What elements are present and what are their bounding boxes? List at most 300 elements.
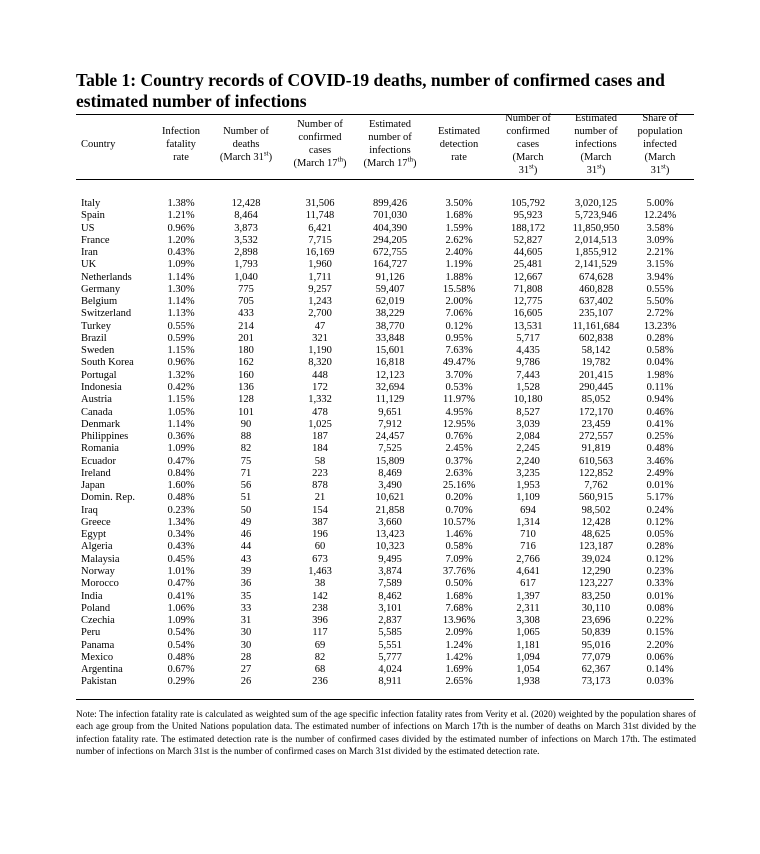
cell-detection-rate: 2.40% [445,247,473,259]
cell-deaths: 26 [240,676,252,688]
col-header-estimated-infections-mar17: Estimated number of infections (March 17th) [363,119,417,169]
cell-estimated-infections-mar17: 294,205 [372,234,408,246]
cell-estimated-infections-mar31: 460,828 [578,283,614,295]
cell-share-infected: 0.01% [646,590,674,602]
cell-share-infected: 0.06% [646,651,674,663]
cell-confirmed-cases-mar31: 2,240 [516,455,540,467]
cell-infection-fatality-rate: 1.20% [167,234,195,246]
cell-confirmed-cases-mar31: 105,792 [510,198,546,209]
cell-share-infected: 0.04% [646,357,674,369]
cell-confirmed-cases-mar31: 1,181 [516,639,540,651]
table-bottom-rule [76,699,694,700]
cell-detection-rate: 1.46% [445,529,473,541]
table-row [0,627,760,639]
cell-infection-fatality-rate: 0.29% [167,676,195,688]
table-row [0,492,760,504]
table-row [0,247,760,259]
cell-deaths: 136 [238,381,254,393]
cell-country: Sweden [81,345,115,357]
cell-country: Argentina [81,664,123,676]
cell-estimated-infections-mar17: 4,024 [378,664,402,676]
cell-infection-fatality-rate: 0.55% [167,320,195,332]
cell-share-infected: 3.09% [646,234,674,246]
cell-deaths: 1,793 [234,259,258,271]
cell-estimated-infections-mar17: 672,755 [372,247,408,259]
cell-estimated-infections-mar31: 272,557 [578,431,614,443]
cell-confirmed-cases-mar17: 223 [312,467,328,479]
cell-deaths: 28 [240,651,252,663]
cell-estimated-infections-mar31: 637,402 [578,296,614,308]
cell-confirmed-cases-mar17: 60 [314,541,326,553]
table-row [0,603,760,615]
cell-confirmed-cases-mar17: 1,332 [308,394,332,406]
cell-detection-rate: 1.69% [445,664,473,676]
cell-infection-fatality-rate: 1.09% [167,615,195,627]
cell-share-infected: 0.48% [646,443,674,455]
cell-detection-rate: 7.09% [445,553,473,565]
cell-infection-fatality-rate: 1.60% [167,480,195,492]
cell-confirmed-cases-mar17: 7,715 [308,234,332,246]
cell-share-infected: 3.15% [646,259,674,271]
cell-detection-rate: 0.50% [445,578,473,590]
cell-detection-rate: 2.00% [445,296,473,308]
cell-share-infected: 0.01% [646,480,674,492]
cell-detection-rate: 2.62% [445,234,473,246]
table-row [0,517,760,529]
cell-share-infected: 0.28% [646,332,674,344]
cell-estimated-infections-mar31: 19,782 [581,357,611,369]
cell-estimated-infections-mar17: 404,390 [372,222,408,234]
table-row [0,345,760,357]
col-header-confirmed-cases-mar17: Number of confirmed cases (March 17th) [293,119,347,169]
cell-deaths: 214 [238,320,254,332]
cell-estimated-infections-mar17: 38,770 [375,320,405,332]
cell-estimated-infections-mar31: 23,696 [581,615,611,627]
cell-estimated-infections-mar31: 62,367 [581,664,611,676]
cell-infection-fatality-rate: 0.96% [167,357,195,369]
cell-country: Mexico [81,651,114,663]
cell-detection-rate: 37.76% [442,565,476,577]
cell-confirmed-cases-mar31: 2,766 [516,553,540,565]
cell-estimated-infections-mar17: 24,457 [375,431,405,443]
table-row [0,235,760,247]
cell-detection-rate: 1.42% [445,651,473,663]
cell-detection-rate: 49.47% [442,357,476,369]
cell-share-infected: 0.55% [646,283,674,295]
cell-country: Iran [81,247,98,259]
table-row [0,210,760,222]
cell-confirmed-cases-mar17: 878 [312,480,328,492]
cell-detection-rate: 3.70% [445,369,473,381]
table-row [0,431,760,443]
cell-estimated-infections-mar17: 7,525 [378,443,402,455]
cell-estimated-infections-mar17: 12,123 [375,369,405,381]
cell-confirmed-cases-mar31: 617 [520,578,536,590]
cell-confirmed-cases-mar17: 142 [312,590,328,602]
cell-infection-fatality-rate: 0.59% [167,332,195,344]
table-row [0,566,760,578]
cell-country: Domin. Rep. [81,492,135,504]
cell-deaths: 33 [240,602,252,614]
cell-detection-rate: 11.97% [443,394,475,406]
cell-deaths: 75 [240,455,252,467]
cell-infection-fatality-rate: 0.67% [167,664,195,676]
cell-deaths: 3,873 [234,222,258,234]
cell-share-infected: 0.22% [646,615,674,627]
table-row [0,419,760,431]
cell-infection-fatality-rate: 1.38% [167,198,195,209]
table-row [0,198,760,210]
cell-estimated-infections-mar31: 91,819 [581,443,611,455]
cell-estimated-infections-mar17: 13,423 [375,529,405,541]
cell-confirmed-cases-mar31: 1,953 [516,480,540,492]
table-row [0,443,760,455]
cell-country: Netherlands [81,271,132,283]
cell-country: Czechia [81,615,115,627]
cell-deaths: 82 [240,443,252,455]
table-row [0,541,760,553]
cell-estimated-infections-mar31: 7,762 [584,480,608,492]
col-header-confirmed-cases-mar31: Number of confirmed cases (March 31st) [505,112,551,176]
cell-country: Canada [81,406,113,418]
cell-country: Indonesia [81,381,122,393]
cell-share-infected: 0.41% [646,418,674,430]
cell-detection-rate: 1.88% [445,271,473,283]
cell-estimated-infections-mar17: 9,651 [378,406,402,418]
cell-estimated-infections-mar17: 3,874 [378,565,402,577]
cell-country: US [81,222,95,234]
cell-confirmed-cases-mar17: 184 [312,443,328,455]
cell-country: Norway [81,565,115,577]
cell-estimated-infections-mar31: 23,459 [581,418,611,430]
cell-estimated-infections-mar31: 123,227 [578,578,614,590]
cell-country: Brazil [81,332,107,344]
cell-confirmed-cases-mar31: 1,094 [516,651,540,663]
cell-deaths: 71 [240,467,252,479]
cell-estimated-infections-mar31: 85,052 [581,394,611,406]
cell-country: Ecuador [81,455,116,467]
cell-confirmed-cases-mar31: 10,180 [513,394,543,406]
cell-estimated-infections-mar17: 5,777 [378,651,402,663]
cell-share-infected: 5.17% [646,492,674,504]
cell-estimated-infections-mar31: 1,855,912 [575,247,617,259]
cell-confirmed-cases-mar17: 1,243 [308,296,332,308]
cell-estimated-infections-mar17: 164,727 [372,259,408,271]
col-header-deaths: Number of deaths (March 31st) [219,125,273,163]
cell-share-infected: 3.46% [646,455,674,467]
cell-share-infected: 0.28% [646,541,674,553]
cell-country: Switzerland [81,308,132,320]
cell-confirmed-cases-mar17: 47 [314,320,326,332]
cell-confirmed-cases-mar31: 71,808 [513,283,543,295]
cell-estimated-infections-mar31: 610,563 [578,455,614,467]
table-body [0,198,760,689]
table-row [0,664,760,676]
cell-confirmed-cases-mar17: 1,711 [308,271,332,283]
cell-deaths: 46 [240,529,252,541]
cell-confirmed-cases-mar17: 117 [312,627,328,639]
col-header-country: Country [81,138,116,150]
cell-estimated-infections-mar17: 8,469 [378,467,402,479]
cell-confirmed-cases-mar31: 1,054 [516,664,540,676]
table-row [0,505,760,517]
cell-deaths: 3,532 [234,234,258,246]
cell-infection-fatality-rate: 1.15% [167,345,195,357]
cell-share-infected: 0.23% [646,565,674,577]
cell-deaths: 128 [238,394,254,406]
cell-confirmed-cases-mar17: 69 [314,639,326,651]
cell-estimated-infections-mar17: 59,407 [375,283,405,295]
col-header-share-infected: Share of population infected (March 31st) [637,112,683,176]
cell-confirmed-cases-mar17: 31,506 [305,198,335,209]
cell-infection-fatality-rate: 0.41% [167,590,195,602]
cell-estimated-infections-mar31: 602,838 [578,332,614,344]
table-title: Table 1: Country records of COVID-19 deaths, number of confirmed cases and estimated number of infections [76,70,665,111]
cell-infection-fatality-rate: 0.34% [167,529,195,541]
cell-infection-fatality-rate: 1.34% [167,516,195,528]
cell-share-infected: 0.05% [646,529,674,541]
cell-deaths: 56 [240,480,252,492]
cell-estimated-infections-mar17: 9,495 [378,553,402,565]
cell-estimated-infections-mar31: 290,445 [578,381,614,393]
cell-infection-fatality-rate: 1.30% [167,283,195,295]
cell-share-infected: 0.12% [646,553,674,565]
cell-estimated-infections-mar17: 10,323 [375,541,405,553]
cell-confirmed-cases-mar31: 44,605 [513,247,543,259]
cell-confirmed-cases-mar17: 673 [312,553,328,565]
cell-confirmed-cases-mar31: 1,065 [516,627,540,639]
cell-estimated-infections-mar17: 7,912 [378,418,402,430]
cell-estimated-infections-mar31: 5,723,946 [575,210,617,222]
cell-confirmed-cases-mar17: 478 [312,406,328,418]
cell-country: Greece [81,516,111,528]
cell-infection-fatality-rate: 0.45% [167,553,195,565]
cell-estimated-infections-mar31: 11,161,684 [572,320,620,332]
table-row [0,272,760,284]
cell-infection-fatality-rate: 0.42% [167,381,195,393]
table-note: Note: The infection fatality rate is calculated as weighted sum of the age specific infection fatality rates from Verity et al. (2020) weighted by the population shares of each age group from the United Nations population data. The estimated number of infections on March 17th is the number of deaths on March 31st divided by the infection fatality rate. The estimated detection rate is the number of confirmed cases divided by the estimated number of infections on March 17th. The estimated number of infections on March 31st is the number of confirmed cases on March 31st divided by the estimated detection rate. [76,710,696,758]
cell-confirmed-cases-mar31: 4,435 [516,345,540,357]
cell-deaths: 160 [238,369,254,381]
cell-country: Pakistan [81,676,117,688]
cell-confirmed-cases-mar17: 187 [312,431,328,443]
cell-estimated-infections-mar17: 3,101 [378,602,402,614]
cell-deaths: 51 [240,492,252,504]
cell-confirmed-cases-mar31: 1,314 [516,516,540,528]
cell-share-infected: 0.14% [646,664,674,676]
cell-detection-rate: 0.76% [445,431,473,443]
cell-infection-fatality-rate: 1.14% [167,296,195,308]
cell-estimated-infections-mar31: 58,142 [581,345,611,357]
cell-estimated-infections-mar31: 123,187 [578,541,614,553]
table-row [0,370,760,382]
cell-country: Germany [81,283,121,295]
table-row [0,223,760,235]
cell-estimated-infections-mar17: 21,858 [375,504,405,516]
table-header-rule [76,179,694,180]
cell-country: Romania [81,443,119,455]
cell-share-infected: 3.58% [646,222,674,234]
cell-detection-rate: 1.19% [445,259,473,271]
cell-deaths: 50 [240,504,252,516]
cell-confirmed-cases-mar31: 13,531 [513,320,543,332]
cell-infection-fatality-rate: 1.15% [167,394,195,406]
cell-detection-rate: 3.50% [445,198,473,209]
cell-confirmed-cases-mar17: 68 [314,664,326,676]
cell-deaths: 49 [240,516,252,528]
table-row [0,676,760,688]
cell-confirmed-cases-mar31: 716 [520,541,536,553]
cell-share-infected: 0.94% [646,394,674,406]
cell-detection-rate: 2.09% [445,627,473,639]
cell-country: Philippines [81,431,129,443]
cell-estimated-infections-mar31: 3,020,125 [575,198,617,209]
cell-confirmed-cases-mar17: 1,025 [308,418,332,430]
cell-detection-rate: 12.95% [442,418,476,430]
cell-share-infected: 0.12% [646,516,674,528]
cell-deaths: 27 [240,664,252,676]
cell-estimated-infections-mar17: 8,911 [378,676,402,688]
cell-infection-fatality-rate: 1.01% [167,565,195,577]
cell-estimated-infections-mar17: 62,019 [375,296,405,308]
cell-confirmed-cases-mar31: 8,527 [516,406,540,418]
cell-detection-rate: 1.24% [445,639,473,651]
cell-confirmed-cases-mar31: 1,528 [516,381,540,393]
cell-estimated-infections-mar17: 10,621 [375,492,405,504]
cell-share-infected: 1.98% [646,369,674,381]
cell-infection-fatality-rate: 0.96% [167,222,195,234]
cell-share-infected: 2.21% [646,247,674,259]
cell-confirmed-cases-mar17: 38 [314,578,326,590]
cell-confirmed-cases-mar17: 6,421 [308,222,332,234]
cell-detection-rate: 10.57% [442,516,476,528]
col-header-infection-fatality-rate: Infection fatality rate [162,125,200,163]
cell-estimated-infections-mar31: 48,625 [581,529,611,541]
cell-confirmed-cases-mar17: 196 [312,529,328,541]
cell-share-infected: 2.20% [646,639,674,651]
cell-infection-fatality-rate: 1.32% [167,369,195,381]
cell-estimated-infections-mar31: 235,107 [578,308,614,320]
cell-confirmed-cases-mar17: 154 [312,504,328,516]
cell-estimated-infections-mar17: 16,818 [375,357,405,369]
cell-detection-rate: 25.16% [442,480,476,492]
cell-country: Italy [81,198,101,209]
cell-estimated-infections-mar31: 50,839 [581,627,611,639]
cell-estimated-infections-mar17: 91,126 [375,271,405,283]
cell-country: France [81,234,110,246]
cell-confirmed-cases-mar31: 188,172 [510,222,546,234]
cell-country: Spain [81,210,105,222]
cell-confirmed-cases-mar17: 238 [312,602,328,614]
cell-detection-rate: 15.58% [442,283,476,295]
cell-infection-fatality-rate: 0.43% [167,247,195,259]
cell-infection-fatality-rate: 0.84% [167,467,195,479]
cell-share-infected: 0.46% [646,406,674,418]
cell-share-infected: 0.15% [646,627,674,639]
cell-estimated-infections-mar31: 2,014,513 [575,234,617,246]
cell-confirmed-cases-mar17: 448 [312,369,328,381]
table-row [0,456,760,468]
cell-share-infected: 0.25% [646,431,674,443]
cell-infection-fatality-rate: 1.14% [167,271,195,283]
cell-deaths: 8,464 [234,210,258,222]
cell-country: Austria [81,394,112,406]
table-row [0,296,760,308]
cell-country: Peru [81,627,101,639]
cell-deaths: 775 [238,283,254,295]
cell-detection-rate: 2.63% [445,467,473,479]
cell-confirmed-cases-mar31: 2,245 [516,443,540,455]
cell-share-infected: 2.49% [646,467,674,479]
cell-confirmed-cases-mar31: 1,397 [516,590,540,602]
cell-estimated-infections-mar31: 12,428 [581,516,611,528]
cell-estimated-infections-mar17: 7,589 [378,578,402,590]
cell-estimated-infections-mar31: 172,170 [578,406,614,418]
cell-infection-fatality-rate: 1.05% [167,406,195,418]
cell-detection-rate: 2.65% [445,676,473,688]
cell-detection-rate: 1.68% [445,590,473,602]
cell-detection-rate: 4.95% [445,406,473,418]
cell-share-infected: 5.50% [646,296,674,308]
cell-confirmed-cases-mar31: 9,786 [516,357,540,369]
table-row [0,357,760,369]
table-row [0,394,760,406]
cell-country: Ireland [81,467,111,479]
cell-confirmed-cases-mar31: 12,667 [513,271,543,283]
cell-confirmed-cases-mar17: 8,320 [308,357,332,369]
cell-confirmed-cases-mar17: 1,463 [308,565,332,577]
cell-confirmed-cases-mar31: 52,827 [513,234,543,246]
cell-confirmed-cases-mar31: 25,481 [513,259,543,271]
cell-country: Malaysia [81,553,120,565]
cell-country: India [81,590,103,602]
cell-confirmed-cases-mar31: 12,775 [513,296,543,308]
cell-estimated-infections-mar17: 3,490 [378,480,402,492]
cell-confirmed-cases-mar17: 1,960 [308,259,332,271]
cell-share-infected: 2.72% [646,308,674,320]
cell-estimated-infections-mar17: 15,601 [375,345,405,357]
cell-estimated-infections-mar31: 560,915 [578,492,614,504]
cell-confirmed-cases-mar17: 21 [314,492,326,504]
table-row [0,321,760,333]
cell-confirmed-cases-mar17: 172 [312,381,328,393]
table-row [0,382,760,394]
cell-confirmed-cases-mar31: 710 [520,529,536,541]
cell-country: Algeria [81,541,113,553]
cell-infection-fatality-rate: 0.54% [167,639,195,651]
cell-detection-rate: 0.37% [445,455,473,467]
cell-infection-fatality-rate: 0.47% [167,578,195,590]
cell-estimated-infections-mar17: 899,426 [372,198,408,209]
cell-confirmed-cases-mar17: 321 [312,332,328,344]
cell-share-infected: 0.11% [646,381,674,393]
cell-detection-rate: 7.06% [445,308,473,320]
cell-confirmed-cases-mar17: 2,700 [308,308,332,320]
cell-deaths: 31 [240,615,252,627]
cell-estimated-infections-mar31: 95,016 [581,639,611,651]
cell-confirmed-cases-mar31: 16,605 [513,308,543,320]
cell-infection-fatality-rate: 0.48% [167,492,195,504]
col-header-estimated-infections-mar31: Estimated number of infections (March 31st) [574,112,618,176]
cell-deaths: 88 [240,431,252,443]
cell-deaths: 201 [238,332,254,344]
cell-share-infected: 0.03% [646,676,674,688]
cell-confirmed-cases-mar31: 5,717 [516,332,540,344]
table-row [0,333,760,345]
table-row [0,308,760,320]
cell-estimated-infections-mar17: 2,837 [378,615,402,627]
cell-deaths: 39 [240,565,252,577]
